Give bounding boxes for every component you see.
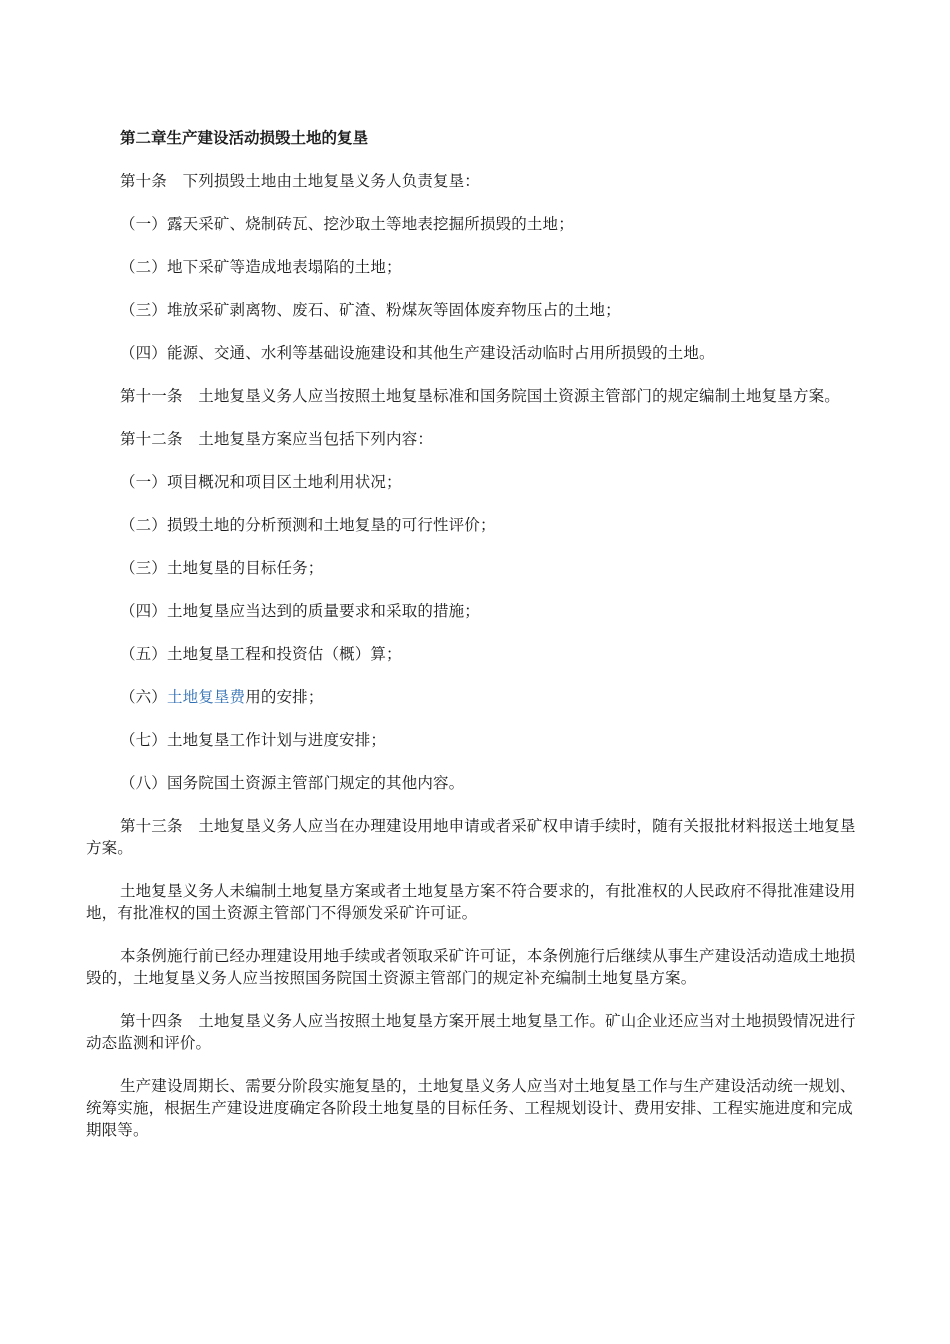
article-10-item-4: （四）能源、交通、水利等基础设施建设和其他生产建设活动临时占用所损毁的土地。 <box>120 344 715 362</box>
article-12-item-7: （七）土地复垦工作计划与进度安排； <box>120 731 387 749</box>
article-13-paragraph-1: 第十三条 土地复垦义务人应当在办理建设用地申请或者采矿权申请手续时，随有关报批材料报送土地复垦方案。 <box>86 817 856 857</box>
article-14-paragraph-1: 第十四条 土地复垦义务人应当按照土地复垦方案开展土地复垦工作。矿山企业还应当对土地损毁情况进行动态监测和评价。 <box>86 1012 856 1052</box>
article-12-item-8: （八）国务院国土资源主管部门规定的其他内容。 <box>120 774 465 792</box>
article-12-item-3: （三）土地复垦的目标任务； <box>120 559 324 577</box>
reclamation-fee-link[interactable]: 土地复垦费 <box>166 688 246 706</box>
article-10-intro: 第十条 下列损毁土地由土地复垦义务人负责复垦： <box>120 172 480 190</box>
article-13-paragraph-2: 土地复垦义务人未编制土地复垦方案或者土地复垦方案不符合要求的，有批准权的人民政府不得批准建设用地，有批准权的国土资源主管部门不得颁发采矿许可证。 <box>86 882 856 922</box>
article-10-item-1: （一）露天采矿、烧制砖瓦、挖沙取土等地表挖掘所损毁的土地； <box>120 215 574 233</box>
article-12-item-6-suffix: 用的安排； <box>245 688 324 706</box>
article-12-item-4: （四）土地复垦应当达到的质量要求和采取的措施； <box>120 602 480 620</box>
article-12-intro: 第十二条 土地复垦方案应当包括下列内容： <box>120 430 434 448</box>
article-13-paragraph-3: 本条例施行前已经办理建设用地手续或者领取采矿许可证，本条例施行后继续从事生产建设活动造成土地损毁的，土地复垦义务人应当按照国务院国土资源主管部门的规定补充编制土地复垦方案。 <box>86 947 856 987</box>
article-12-item-1: （一）项目概况和项目区土地利用状况； <box>120 473 402 491</box>
chapter-title: 第二章生产建设活动损毁土地的复垦 <box>120 129 369 147</box>
document-page <box>86 127 860 1162</box>
article-10-item-3: （三）堆放采矿剥离物、废石、矿渣、粉煤灰等固体废弃物压占的土地； <box>120 301 621 319</box>
article-12-item-2: （二）损毁土地的分析预测和土地复垦的可行性评价； <box>120 516 496 534</box>
article-12-item-5: （五）土地复垦工程和投资估（概）算； <box>120 645 402 663</box>
article-11: 第十一条 土地复垦义务人应当按照土地复垦标准和国务院国土资源主管部门的规定编制土地复垦方案。 <box>120 387 840 405</box>
article-10-item-2: （二）地下采矿等造成地表塌陷的土地； <box>120 258 402 276</box>
article-12-item-6-prefix: （六） <box>120 688 167 706</box>
article-12-item-6 <box>86 686 860 708</box>
article-14-paragraph-2: 生产建设周期长、需要分阶段实施复垦的，土地复垦义务人应当对土地复垦工作与生产建设活动统一规划、统筹实施，根据生产建设进度确定各阶段土地复垦的目标任务、工程规划设计、费用安排、工程实施进度和完成期限等。 <box>86 1077 856 1139</box>
